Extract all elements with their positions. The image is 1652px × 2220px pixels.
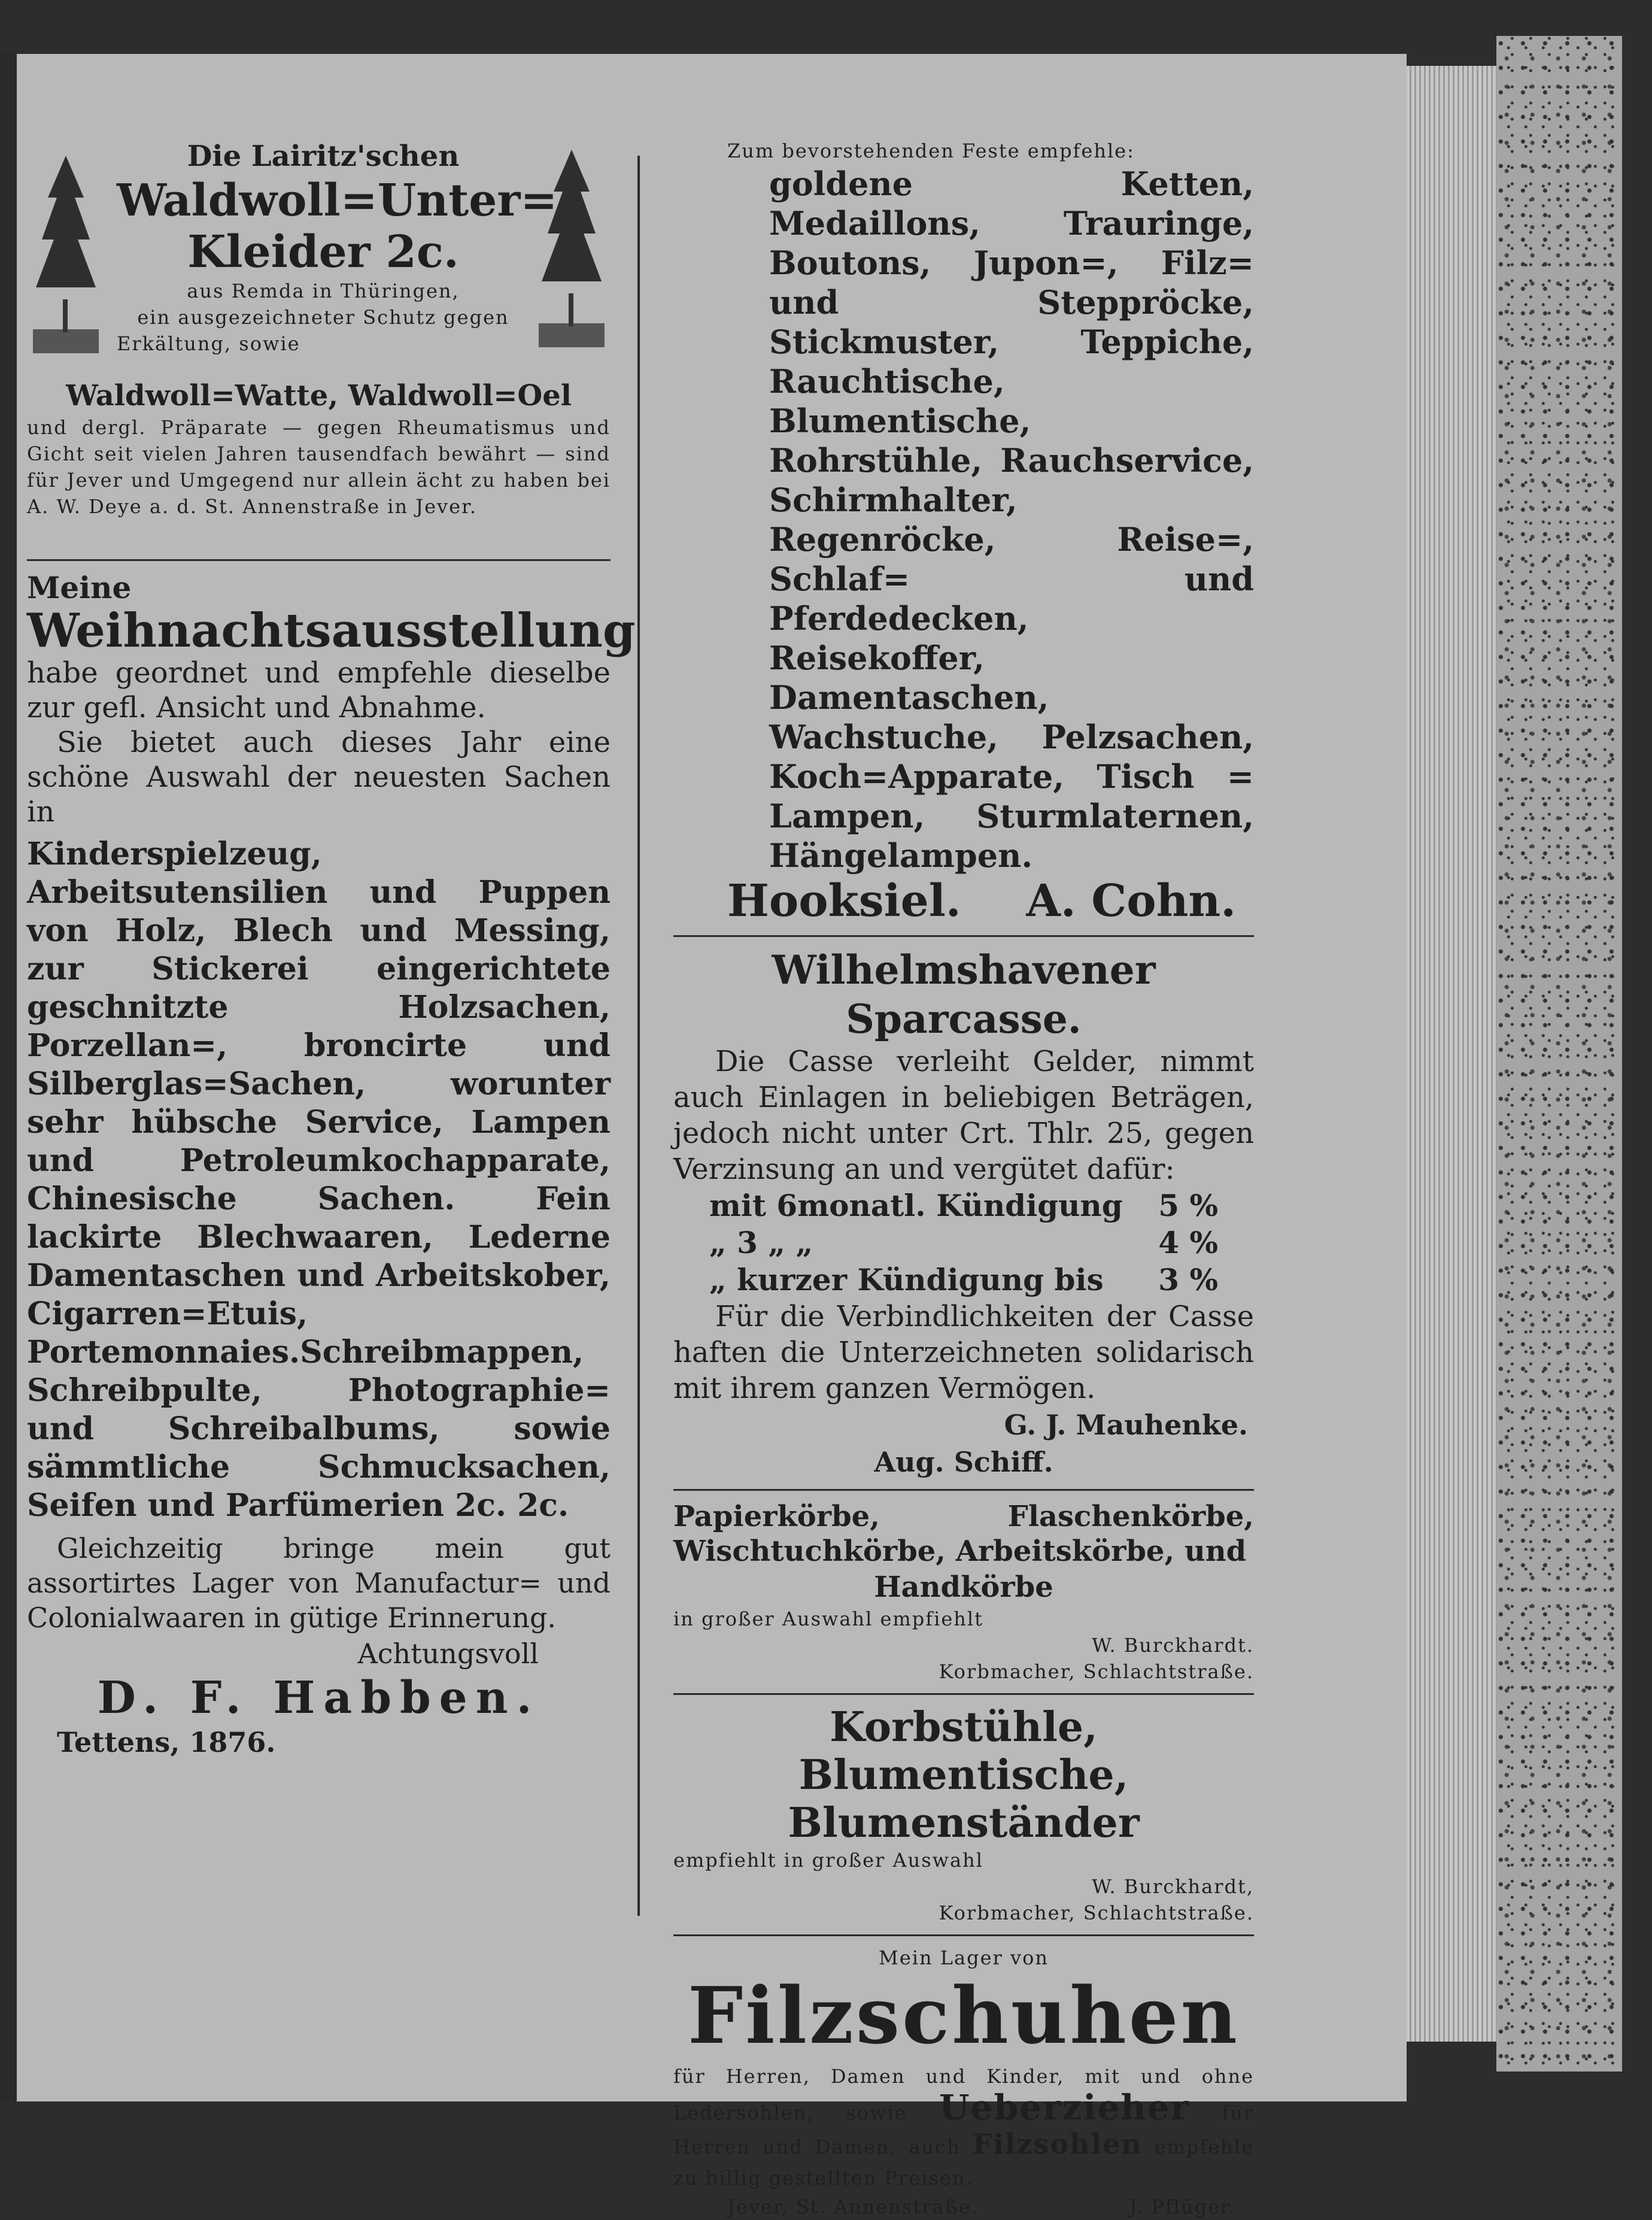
rate-label: mit 6monatl. Kündigung xyxy=(709,1188,1123,1223)
burckhardt1-note: in großer Auswahl empfiehlt xyxy=(673,1608,983,1630)
rate-row xyxy=(709,1224,1218,1261)
habben-p2: Sie bietet auch dieses Jahr eine schöne Auswahl der neuesten Sachen in xyxy=(27,726,611,829)
pflueger-place: Jever, St. Annenstraße. xyxy=(727,2195,979,2218)
burckhardt1-trade: Korbmacher, Schlachtstraße. xyxy=(939,1660,1254,1683)
cohn-intro: Zum bevorstehenden Feste empfehle: xyxy=(727,139,1135,162)
lairitz-line4: aus Remda in Thüringen, xyxy=(187,280,460,302)
pflueger-p1a: für Herren, Damen und Kinder, mit und ohne Ledersohlen, sowie xyxy=(673,2065,1254,2124)
lairitz-line2: Waldwoll=Unter= xyxy=(117,175,558,226)
left-column xyxy=(27,138,636,1761)
sparcasse-p2: Für die Verbindlichkeiten der Casse haften die Unterzeichneten solidarisch mit ihrem ganzen Vermögen. xyxy=(673,1300,1254,1405)
pflueger-title: Filzschuhen xyxy=(687,1970,1240,2061)
habben-signature: D. F. Habben. xyxy=(97,1672,540,1724)
ad-burckhardt-baskets xyxy=(673,1499,1254,1685)
column-divider xyxy=(637,156,640,1916)
habben-p3: Gleichzeitig bringe mein gut assortirtes Lager von Manufactur= und Colonialwaaren in gütige Erinnerung. xyxy=(27,1532,611,1634)
lairitz-body: und dergl. Präparate — gegen Rheumatismus und Gicht seit vielen Jahren tausendfach bewährt — sind für Jever und Umgegend nur allein ächt zu haben bei A. W. Deye a. d. St. Annenstraße in Jever. xyxy=(27,416,611,518)
ad-cohn xyxy=(673,138,1254,927)
burckhardt1-item-last: Handkörbe xyxy=(874,1570,1053,1604)
burckhardt2-trade: Korbmacher, Schlachtstraße. xyxy=(939,1901,1254,1924)
pflueger-intro: Mein Lager von xyxy=(879,1946,1049,1969)
page-gutter xyxy=(0,54,17,2101)
pflueger-p1c: für Herren und Damen, auch xyxy=(673,2101,1254,2158)
ad-pflueger xyxy=(673,1945,1254,2220)
lairitz-line3: Kleider 2c. xyxy=(187,226,459,278)
rate-row xyxy=(709,1187,1218,1224)
pflueger-ueberzieher: Ueberzieher xyxy=(939,2087,1190,2128)
cohn-items: goldene Ketten, Medaillons, Trauringe, Boutons, Jupon=, Filz= und Steppröcke, Stickmuster, Teppiche, Rauchtische, Blumentische, Rohrstühle, Rauchservice, Schirmhalter, Regenröcke, Reise=, Schlaf= und Pferdedecken, Reisekoffer, Damentaschen, Wachstuche, Pelzsachen, Koch=Apparate, Tisch = Lampen, Sturmlaternen, Hängelampen. xyxy=(769,165,1254,875)
separator xyxy=(673,1693,1254,1695)
fir-tree-icon xyxy=(33,156,99,353)
book-cover-edge xyxy=(1496,36,1622,2072)
burckhardt2-note: empfiehlt in großer Auswahl xyxy=(673,1849,983,1872)
burckhardt2-name: W. Burckhardt, xyxy=(1092,1875,1254,1898)
ad-lairitz xyxy=(27,138,611,551)
lairitz-line7: Waldwoll=Watte, Waldwoll=Oel xyxy=(65,379,572,413)
rate-value: 5 % xyxy=(1158,1188,1218,1223)
lairitz-line6: Erkältung, sowie xyxy=(117,332,300,355)
sparcasse-sig1: G. J. Mauhenke. xyxy=(1004,1409,1248,1441)
habben-title: Weihnachtsausstellung xyxy=(27,603,636,658)
pflueger-name: J. Pflüger. xyxy=(1129,2195,1236,2218)
ad-burckhardt-chairs xyxy=(673,1703,1254,1926)
right-column xyxy=(673,138,1254,2220)
separator xyxy=(673,935,1254,937)
rate-label: „ kurzer Kündigung bis xyxy=(709,1262,1104,1297)
habben-p1: habe geordnet und empfehle dieselbe zur gefl. Ansicht und Abnahme. xyxy=(27,656,611,724)
ad-sparcasse xyxy=(673,945,1254,1481)
sparcasse-title: Wilhelmshavener Sparcasse. xyxy=(772,947,1156,1042)
separator xyxy=(673,1489,1254,1491)
pflueger-body xyxy=(673,2061,1254,2194)
habben-place: Tettens, 1876. xyxy=(57,1726,276,1758)
rate-value: 4 % xyxy=(1158,1225,1218,1260)
burckhardt1-items: Papierkörbe, Flaschenkörbe, Wischtuchkörbe, Arbeitskörbe, und xyxy=(673,1500,1254,1568)
habben-intro: Meine xyxy=(27,570,132,605)
pflueger-filzsohlen: Filzsohlen xyxy=(972,2128,1143,2160)
habben-items: Kinderspielzeug, Arbeitsutensilien und Puppen von Holz, Blech und Messing, zur Stickerei eingerichtete geschnitzte Holzsachen, Porzellan=, broncirte und Silberglas=Sachen, worunter sehr hübsche Service, Lampen und Petroleumkochapparate, Chinesische Sachen. Fein lackirte Blechwaaren, Lederne Damentaschen und Arbeitskober, Cigarren=Etuis, Portemonnaies.Schreibmappen, Schreibpulte, Photographie= und Schreibalbums, sowie sämmtliche Schmucksachen, Seifen und Parfümerien 2c. 2c. xyxy=(27,836,611,1524)
page-edges xyxy=(1407,66,1496,2042)
burckhardt2-line1: Korbstühle, Blumentische, xyxy=(798,1703,1129,1799)
rate-row xyxy=(709,1261,1218,1299)
separator xyxy=(27,559,611,561)
separator xyxy=(673,1934,1254,1936)
cohn-place: Hooksiel. xyxy=(727,875,961,927)
rate-value: 3 % xyxy=(1158,1262,1218,1297)
cohn-name: A. Cohn. xyxy=(1026,875,1236,927)
burckhardt2-line2: Blumenständer xyxy=(788,1799,1140,1847)
rate-label: „ 3 „ „ xyxy=(709,1225,813,1260)
habben-closing: Achtungsvoll xyxy=(357,1637,539,1670)
burckhardt1-name: W. Burckhardt. xyxy=(1092,1634,1254,1657)
ad-habben xyxy=(27,569,636,1761)
pflueger-p1e: empfehle zu billig gestellten Preisen. xyxy=(673,2136,1255,2189)
lairitz-line5: ein ausgezeichneter Schutz gegen xyxy=(137,306,509,329)
sparcasse-p1: Die Casse verleiht Gelder, nimmt auch Einlagen in beliebigen Beträgen, jedoch nicht unter Crt. Thlr. 25, gegen Verzinsung an und vergütet dafür: xyxy=(673,1045,1254,1186)
sparcasse-sig2: Aug. Schiff. xyxy=(874,1446,1053,1478)
lairitz-line1: Die Lairitz'schen xyxy=(187,139,460,173)
